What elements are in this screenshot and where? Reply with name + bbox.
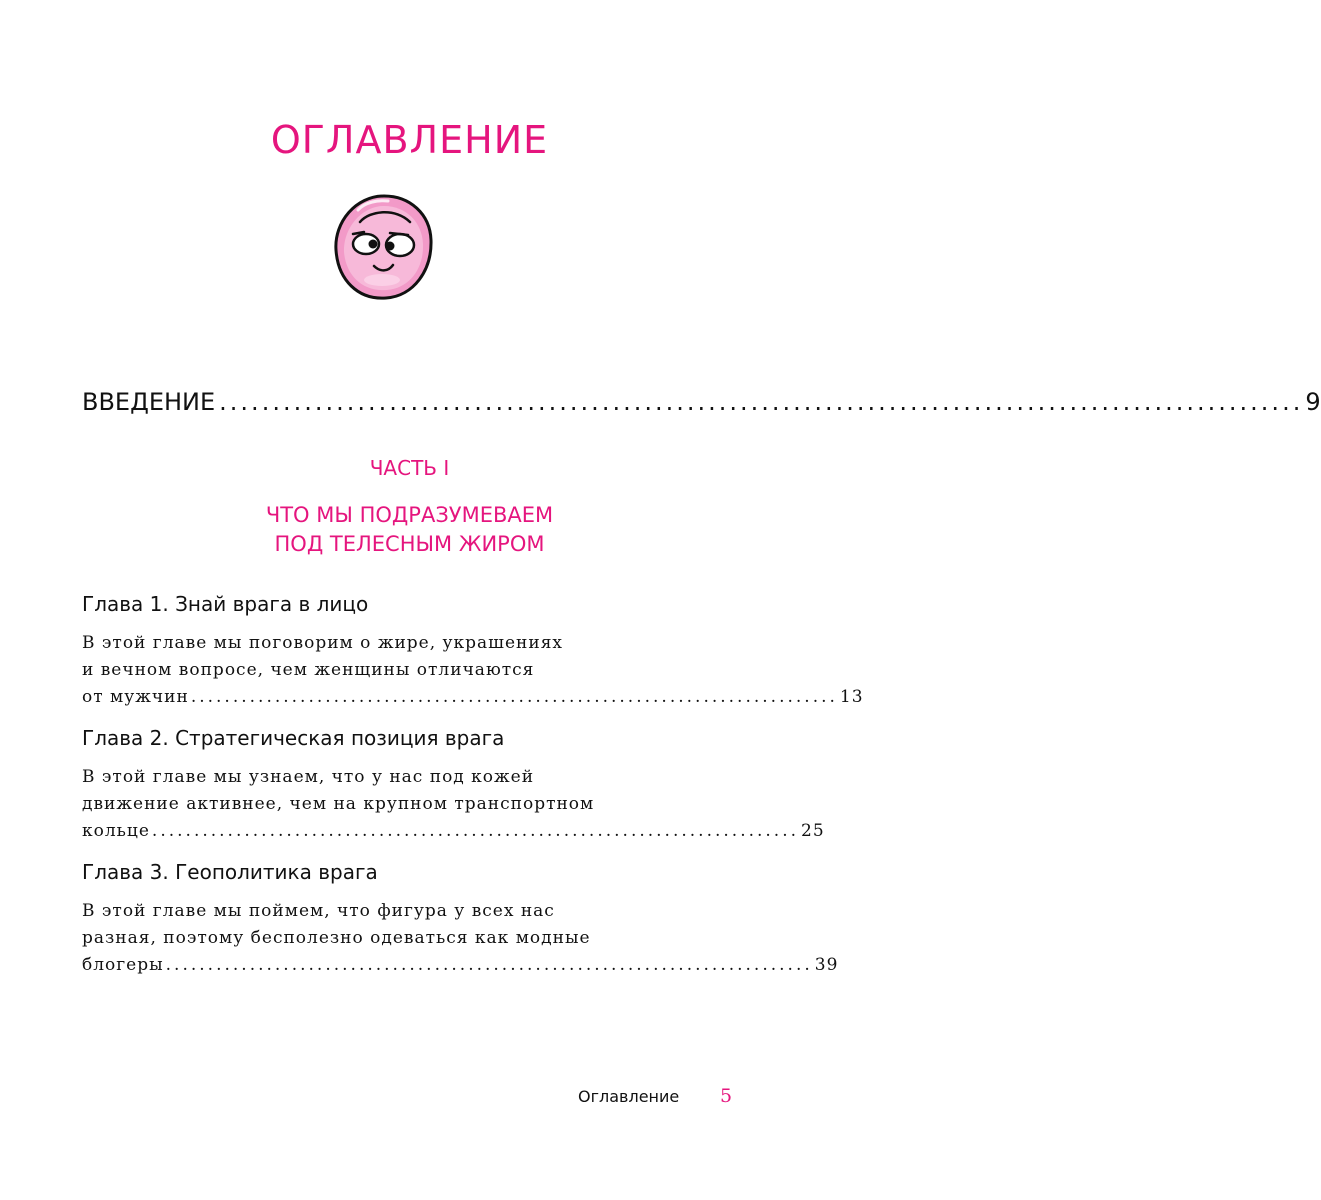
description-line: В этой главе мы поймем, что фигура у всех нас [82,901,555,921]
chapter-page-number: 13 [839,687,864,707]
description-line: разная, поэтому бесполезно одеваться как модные [82,928,591,948]
part-label: ЧАСТЬ I [369,456,450,480]
description-line: В этой главе мы узнаем, что у нас под кожей [82,767,535,787]
chapter-title: Глава 3. Геополитика врага [82,860,378,884]
chapter-page-number: 39 [814,955,839,975]
description-line-end: кольце [82,821,150,841]
toc-entry-introduction[interactable] [82,388,1321,416]
part-title-line-1: ЧТО МЫ ПОДРАЗУМЕВАЕМ [265,503,554,527]
description-last-line [82,684,864,711]
chapter-page-number: 25 [801,821,825,841]
pink-blob-mascot-icon [330,192,438,302]
dot-leader: ............................................................................. [151,821,800,841]
intro-label: ВВЕДЕНИЕ [82,388,216,416]
page-number: 5 [720,1085,733,1107]
description-line-end: от мужчин [82,687,189,707]
description-last-line [82,952,839,979]
description-line: В этой главе мы поговорим о жире, украшениях [82,633,564,653]
chapter-title: Глава 1. Знай врага в лицо [82,592,369,616]
description-last-line [82,818,825,845]
toc-entry-chapter-3[interactable] [82,860,839,979]
description-line-end: блогеры [82,955,164,975]
toc-entry-chapter-2[interactable] [82,726,825,845]
dot-leader: ............................................................................. [165,955,813,975]
running-footer-label: Оглавление [578,1087,680,1106]
page-title: ОГЛАВЛЕНИЕ [270,118,549,162]
chapter-description [82,898,839,979]
description-line: и вечном вопросе, чем женщины отличаются [82,660,535,680]
part-title-line-2: ПОД ТЕЛЕСНЫМ ЖИРОМ [274,532,545,556]
dot-leader: ...................................................................................................... [219,388,1304,416]
description-line: движение активнее, чем на крупном транспортном [82,794,595,814]
chapter-title: Глава 2. Стратегическая позиция врага [82,726,505,750]
chapter-description [82,630,864,711]
dot-leader: ............................................................................. [190,687,838,707]
intro-page-number: 9 [1305,388,1321,416]
chapter-description [82,764,825,845]
toc-entry-chapter-1[interactable] [82,592,864,711]
